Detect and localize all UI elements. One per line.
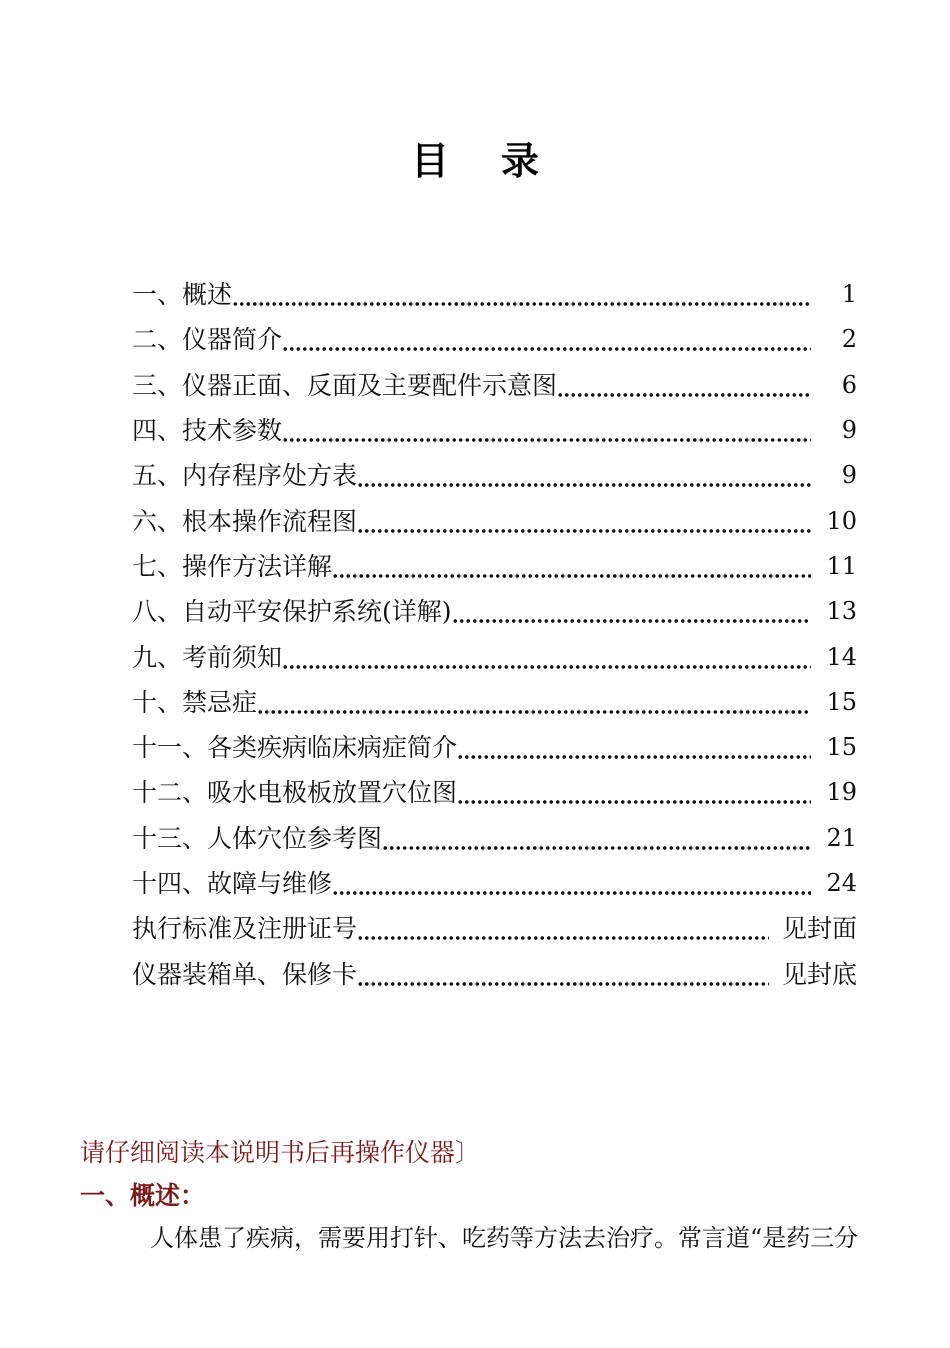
- toc-entry[interactable]: [132, 272, 857, 317]
- toc-entry[interactable]: [132, 816, 857, 861]
- toc-page-number: 13: [826, 597, 857, 626]
- dot-leader: [357, 453, 811, 498]
- toc-entry[interactable]: [132, 589, 857, 634]
- toc-label: 十二、吸水电极板放置穴位图: [132, 778, 458, 808]
- toc-label: 一、概述: [132, 280, 233, 310]
- toc-label: 十一、各类疾病临床病症简介: [132, 733, 458, 763]
- toc-page-number: 9: [841, 461, 857, 490]
- toc-page-number: 2: [841, 325, 857, 354]
- dot-leader: [382, 816, 811, 861]
- dot-leader: [357, 906, 769, 951]
- toc-label: 十、禁忌症: [132, 687, 258, 717]
- toc-entry[interactable]: [132, 634, 857, 679]
- toc-label: 九、考前须知: [132, 642, 283, 672]
- toc-page-number: 21: [826, 823, 857, 852]
- dot-leader: [282, 635, 811, 680]
- table-of-contents: [132, 272, 857, 997]
- toc-page-number: 10: [826, 506, 857, 535]
- dot-leader: [232, 272, 811, 317]
- toc-label: 五、内存程序处方表: [132, 461, 358, 491]
- toc-page-number: 9: [841, 416, 857, 445]
- toc-entry[interactable]: [132, 770, 857, 815]
- toc-entry[interactable]: [132, 951, 857, 996]
- toc-entry[interactable]: [132, 680, 857, 725]
- page-title: [0, 130, 950, 185]
- toc-label: 四、技术参数: [132, 416, 283, 446]
- toc-entry[interactable]: [132, 408, 857, 453]
- toc-entry[interactable]: [132, 725, 857, 770]
- dot-leader: [357, 952, 769, 997]
- toc-entry[interactable]: [132, 544, 857, 589]
- toc-page-number: 15: [826, 733, 857, 762]
- toc-label: 十四、故障与维修: [132, 869, 333, 898]
- toc-label: 二、仪器简介: [132, 325, 283, 355]
- toc-page-number: 11: [826, 551, 857, 580]
- toc-label: 执行标准及注册证号: [132, 914, 358, 944]
- title-char-1: 目: [410, 138, 449, 183]
- dot-leader: [257, 680, 811, 725]
- dot-leader: [357, 499, 811, 544]
- toc-entry[interactable]: [132, 861, 857, 906]
- section-heading: 一、概述：: [80, 1181, 206, 1210]
- title-char-2: 录: [501, 138, 540, 183]
- dot-leader: [457, 770, 811, 815]
- toc-label: 仪器装箱单、保修卡: [132, 959, 358, 989]
- dot-leader: [282, 408, 811, 453]
- dot-leader: [332, 544, 811, 589]
- dot-leader: [332, 861, 811, 906]
- toc-page-number: 24: [826, 869, 857, 897]
- toc-entry[interactable]: [132, 363, 857, 408]
- toc-label: 三、仪器正面、反面及主要配件示意图: [132, 370, 558, 400]
- toc-entry[interactable]: [132, 317, 857, 362]
- toc-page-number: 6: [841, 370, 857, 399]
- toc-label: 七、操作方法详解: [132, 551, 333, 581]
- toc-page-number: 1: [841, 280, 857, 309]
- dot-leader: [282, 317, 811, 362]
- toc-page-reference: 见封底: [781, 959, 857, 989]
- toc-entry[interactable]: [132, 453, 857, 498]
- toc-entry[interactable]: [132, 906, 857, 951]
- toc-page-number: 15: [826, 687, 857, 716]
- toc-label: 十三、人体穴位参考图: [132, 823, 383, 853]
- toc-page-number: 14: [826, 642, 857, 671]
- dot-leader: [452, 589, 811, 634]
- dot-leader: [557, 363, 811, 408]
- toc-page-number: 19: [826, 778, 857, 807]
- toc-entry[interactable]: [132, 498, 857, 543]
- toc-label: 六、根本操作流程图: [132, 506, 358, 536]
- toc-page-reference: 见封面: [781, 914, 857, 944]
- toc-label: 八、自动平安保护系统(详解): [132, 597, 452, 627]
- reading-notice: 请仔细阅读本说明书后再操作仪器〕: [80, 1138, 481, 1167]
- dot-leader: [457, 725, 811, 770]
- body-paragraph: 人体患了疾病，需要用打针、吃药等方法去治疗。常言道“是药三分: [150, 1224, 859, 1252]
